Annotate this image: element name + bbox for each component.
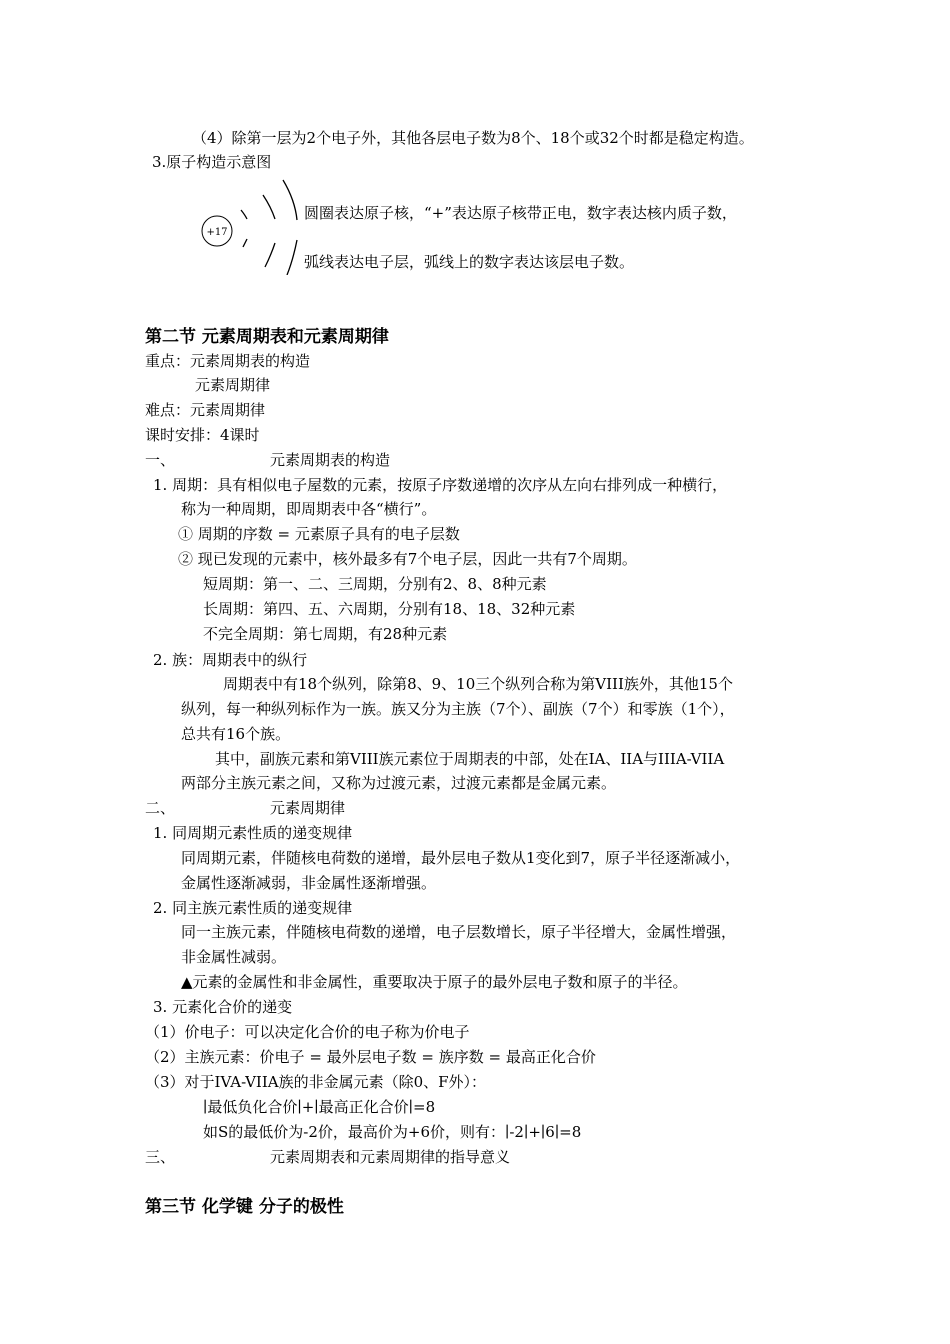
part3-title: 元素周期表和元素周期律的指导意义	[270, 1148, 511, 1166]
key-points: 重点：元素周期表的构造	[145, 352, 311, 370]
valence-item-3: （3）对于IVA-VIIA族的非金属元素（除0、F外）：	[145, 1073, 487, 1091]
section2-heading: 第二节 元素周期表和元素周期律	[145, 327, 389, 347]
metallicity-note: ▲元素的金属性和非金属性，重要取决于原子的最外层电子数和原子的半径。	[181, 973, 688, 991]
valence-item-1: （1）价电子：可以决定化合价的电子称为价电子	[145, 1023, 470, 1041]
nucleus-label: +17	[206, 227, 228, 238]
part1-number: 一、	[145, 451, 176, 469]
electron-shell-arc	[263, 195, 275, 219]
same-period-text-2: 金属性逐渐减弱，非金属性逐渐增强。	[181, 874, 437, 892]
part3-number: 三、	[145, 1148, 176, 1166]
short-period: 短周期：第一、二、三周期，分别有2、8、8种元素	[203, 575, 547, 593]
group-paragraph-2: 纵列，每一种纵列标作为一族。族又分为主族（7个）、副族（7个）和零族（1个），	[181, 700, 735, 718]
part2-title: 元素周期律	[270, 799, 346, 817]
same-group-text-1: 同一主族元素，伴随核电荷数的递增，电子层数增长，原子半径增大，金属性增强，	[181, 923, 737, 941]
atom-structure-diagram	[195, 175, 315, 275]
diagram-title: 3.原子构造示意图	[152, 153, 272, 171]
period-definition-cont: 称为一种周期，即周期表中各“横行”。	[181, 500, 437, 518]
period-point-1: ① 周期的序数 = 元素原子具有的电子层数	[178, 525, 460, 543]
valence-item-2: （2）主族元素：价电子 = 最外层电子数 = 族序数 = 最高正化合价	[145, 1048, 596, 1066]
same-group-text-2: 非金属性减弱。	[181, 948, 287, 966]
key-points-2: 元素周期律	[195, 376, 271, 394]
diagram-description-2: 弧线表达电子层，弧线上的数字表达该层电子数。	[304, 253, 635, 271]
incomplete-period: 不完全周期：第七周期，有28种元素	[203, 625, 448, 643]
same-group-rule: 2. 同主族元素性质的递变规律	[153, 899, 353, 917]
part2-number: 二、	[145, 799, 176, 817]
valence-heading: 3. 元素化合价的递变	[153, 998, 293, 1016]
electron-shell-arc	[283, 180, 297, 220]
difficulty: 难点：元素周期律	[145, 401, 266, 419]
schedule: 课时安排：4课时	[145, 426, 260, 444]
electron-shell-arc	[241, 210, 247, 219]
group-definition: 2. 族：周期表中的纵行	[153, 651, 308, 669]
group-paragraph-4: 其中，副族元素和第VIII族元素位于周期表的中部，处在IA、IIA与IIIA-VIIA	[215, 750, 725, 768]
group-paragraph-3: 总共有16个族。	[181, 725, 291, 743]
group-paragraph-5: 两部分主族元素之间，又称为过渡元素，过渡元素都是金属元素。	[181, 774, 617, 792]
electron-shell-arc	[287, 240, 297, 275]
electron-shell-arc	[265, 243, 275, 267]
valence-formula: ∣最低负化合价∣+∣最高正化合价∣=8	[203, 1098, 436, 1116]
valence-example: 如S的最低价为-2价，最高价为+6价，则有：∣-2∣+∣6∣=8	[203, 1123, 582, 1141]
part1-title: 元素周期表的构造	[270, 451, 391, 469]
period-point-2: ② 现已发现的元素中，核外最多有7个电子层，因此一共有7个周期。	[178, 550, 637, 568]
group-paragraph-1: 周期表中有18个纵列，除第8、9、10三个纵列合称为第VIII族外，其他15个	[223, 675, 733, 693]
diagram-description-1: 圆圈表达原子核，“+”表达原子核带正电，数字表达核内质子数，	[304, 204, 737, 222]
period-definition: 1. 周期：具有相似电子屋数的元素，按原子序数递增的次序从左向右排列成一种横行，	[153, 476, 728, 494]
same-period-rule: 1. 同周期元素性质的递变规律	[153, 824, 353, 842]
electron-shell-arc	[243, 239, 247, 247]
section3-heading: 第三节 化学键 分子的极性	[145, 1197, 344, 1217]
long-period: 长周期：第四、五、六周期，分别有18、18、32种元素	[203, 600, 576, 618]
paragraph-item4: （4）除第一层为2个电子外，其他各层电子数为8个、18个或32个时都是稳定构造。	[192, 129, 754, 147]
same-period-text-1: 同周期元素，伴随核电荷数的递增，最外层电子数从1变化到7，原子半径逐渐减小，	[181, 849, 741, 867]
